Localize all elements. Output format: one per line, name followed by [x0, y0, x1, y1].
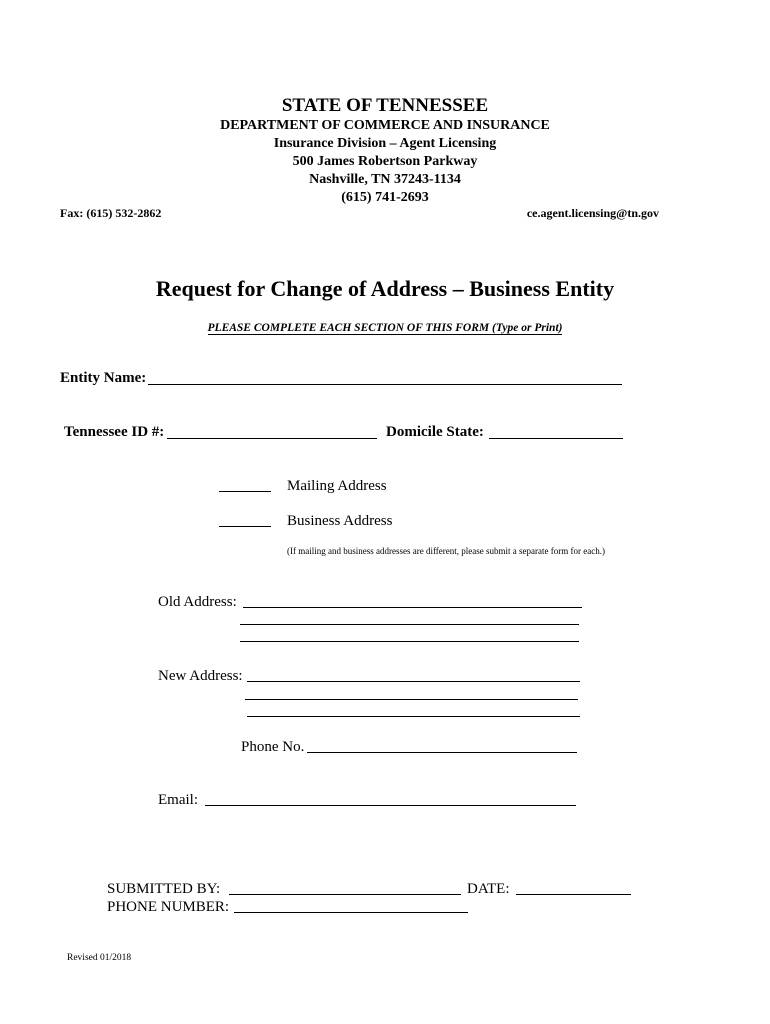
date-field[interactable]: [516, 894, 631, 895]
domicile-state-field[interactable]: [489, 438, 623, 439]
phone-label: Phone No.: [241, 739, 305, 755]
fax-number: Fax: (615) 532-2862: [60, 206, 162, 220]
new-address-line-3[interactable]: [247, 716, 580, 717]
email-label: Email:: [158, 792, 198, 808]
mailing-address-label: Mailing Address: [287, 478, 387, 494]
business-address-label: Business Address: [287, 513, 393, 529]
email-field[interactable]: [205, 805, 576, 806]
division-heading: Insurance Division – Agent Licensing: [273, 136, 497, 151]
date-label: DATE:: [467, 881, 510, 897]
new-address-line-1[interactable]: [247, 681, 580, 682]
entity-name-label: Entity Name:: [60, 370, 147, 386]
old-address-label: Old Address:: [158, 594, 237, 610]
new-address-line-2[interactable]: [245, 699, 578, 700]
entity-name-field[interactable]: [148, 384, 622, 385]
street-address: 500 James Robertson Parkway: [292, 154, 478, 169]
old-address-line-1[interactable]: [243, 607, 582, 608]
submitted-by-label: SUBMITTED BY:: [107, 881, 221, 897]
domicile-state-label: Domicile State:: [386, 424, 484, 440]
form-instruction: PLEASE COMPLETE EACH SECTION OF THIS FORM (Type or Print): [207, 322, 563, 334]
state-heading: STATE OF TENNESSEE: [281, 95, 489, 116]
submitted-by-field[interactable]: [229, 894, 461, 895]
department-heading: DEPARTMENT OF COMMERCE AND INSURANCE: [220, 118, 550, 133]
tn-id-field[interactable]: [167, 438, 377, 439]
separate-form-note: (If mailing and business addresses are different, please submit a separate form for each.): [287, 546, 605, 556]
old-address-line-3[interactable]: [240, 641, 579, 642]
phone-number-field[interactable]: [234, 912, 468, 913]
mailing-address-check[interactable]: [219, 491, 271, 492]
phone-field[interactable]: [307, 752, 577, 753]
phone-number-label: PHONE NUMBER:: [107, 899, 230, 915]
business-address-check[interactable]: [219, 526, 271, 527]
tn-id-label: Tennessee ID #:: [64, 424, 165, 440]
office-phone: (615) 741-2693: [341, 190, 429, 205]
city-address: Nashville, TN 37243-1134: [309, 172, 461, 187]
old-address-line-2[interactable]: [240, 624, 579, 625]
contact-email: ce.agent.licensing@tn.gov: [526, 206, 659, 220]
form-title: Request for Change of Address – Business Entity: [155, 276, 615, 301]
revision-date: Revised 01/2018: [67, 953, 132, 963]
new-address-label: New Address:: [158, 668, 243, 684]
